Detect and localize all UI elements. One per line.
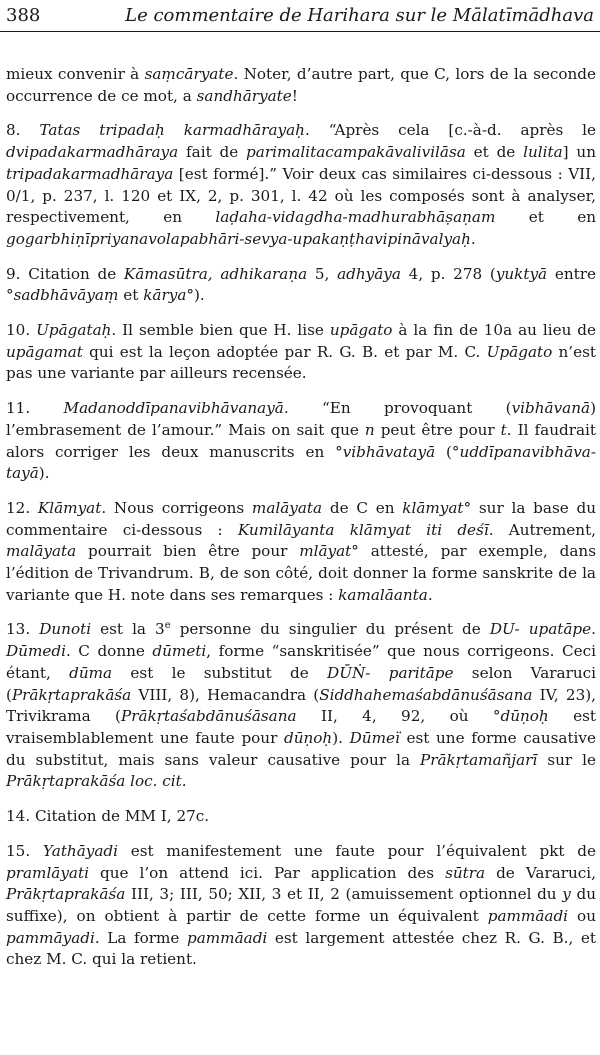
italic-term: Prākṛtaprakāśa (6, 885, 126, 904)
italic-term: Kumilāyanta klāmyat iti deśī (237, 520, 489, 539)
italic-term: DŪṄ- paritāpe (327, 663, 454, 682)
text-run: 8. (6, 121, 40, 140)
note-paragraph (6, 64, 596, 107)
text-run: (° (435, 442, 460, 461)
italic-term: Kāmasūtra, adhikaraṇa (123, 264, 308, 283)
text-run: ! (291, 86, 298, 105)
text-run: sur le (537, 750, 596, 769)
text-run: 15. (6, 841, 43, 860)
italic-term: malāyata (6, 542, 77, 561)
italic-term: Dūmedi (6, 642, 66, 661)
text-run: à la fin de 10a au lieu de (392, 321, 597, 340)
text-run: 10. (6, 321, 37, 340)
text-run: pourrait bien être pour (76, 542, 300, 561)
text-run: et de (465, 143, 524, 162)
text-run: . “Après cela [c.-à-d. après le (304, 121, 596, 140)
italic-term: dūṇoḥ (500, 707, 549, 726)
italic-term: Madanoddīpanavibhāvanayā (63, 399, 284, 418)
text-run: °). (186, 286, 205, 305)
text-run: ° sur la base du commentaire ci-dessous : (6, 498, 596, 539)
text-run: est le substitut de (112, 663, 328, 682)
text-run: e (164, 620, 171, 632)
running-title: Le commentaire de Harihara sur le Mālatīmādhava (125, 5, 594, 26)
italic-term: sūtra (445, 863, 486, 882)
italic-term: tripadakarmadhāraya (6, 164, 174, 183)
note-paragraph (6, 806, 596, 828)
text-run: peut être pour (374, 420, 501, 439)
text-run: est largement attestée chez R. G. B., et chez M. C. qui la retient. (6, 928, 596, 969)
page-number: 388 (6, 5, 41, 26)
text-run: de Vararuci, (485, 863, 596, 882)
note-paragraph (6, 619, 596, 793)
note-paragraph (6, 841, 596, 971)
text-run: ° attesté, par exemple, dans l’édition de Trivandrum. B, de son côté, doit donner la forme sanskrite de la variante que H. note dans ses remarques : (6, 542, 597, 604)
text-run: du suffixe), on obtient à partir de cette forme un équivalent (6, 885, 596, 925)
italic-term: DU- upatāpe (489, 620, 592, 639)
italic-term: Klāmyat (37, 498, 102, 517)
note-paragraph (6, 120, 596, 250)
text-run: ou (568, 906, 596, 925)
running-header (6, 4, 594, 30)
italic-term: yuktyā (495, 264, 548, 283)
text-run: est une forme causative du substitut, mais sans valeur causative pour la (6, 728, 596, 769)
text-run: et en (495, 208, 596, 227)
text-run: 9. Citation de (6, 264, 124, 283)
text-run: 11. (6, 399, 64, 418)
italic-term: Upāgato (486, 342, 553, 361)
italic-term: upāgato (329, 321, 393, 340)
text-run: ] un (562, 143, 596, 162)
italic-term: dūṇoḥ (284, 728, 333, 747)
note-paragraph (6, 498, 596, 607)
italic-term: laḍaha-vidagdha-madhurabhāṣaṇam (215, 208, 496, 227)
text-run: . Autrement, (488, 520, 596, 539)
italic-term: kārya (143, 286, 187, 305)
text-run: que l’on attend ici. Par application des (88, 863, 446, 882)
italic-term: pammāyadi (6, 928, 95, 947)
italic-term: lulita (523, 143, 563, 162)
text-run: fait de (178, 143, 247, 162)
text-run: ). (38, 464, 50, 483)
text-run: . C donne (65, 642, 153, 661)
italic-term: Tatas tripadaḥ karmadhārayaḥ (39, 121, 305, 140)
italic-term: vibhāvanā (511, 399, 591, 418)
text-run: de C en (322, 498, 403, 517)
italic-term: pramlāyati (6, 863, 89, 882)
text-run: . (181, 772, 187, 791)
italic-term: sandhāryate (196, 86, 292, 105)
text-run: entre ° (6, 264, 596, 305)
italic-term: Prākṛtaprakāśa (11, 685, 132, 704)
text-run: 5, (307, 264, 338, 283)
italic-term: dūma (69, 663, 113, 682)
italic-term: sadbhāvāyaṃ (13, 286, 119, 305)
italic-term: Yathāyadi (42, 841, 118, 860)
text-run: . (470, 229, 476, 248)
text-run: n’est pas une variante par ailleurs recensée. (6, 342, 596, 383)
page-body (6, 64, 596, 971)
italic-term: parimalitacampakāvalivilāsa (246, 143, 466, 162)
text-run: selon Vararuci ( (6, 663, 596, 704)
italic-term: y (562, 885, 571, 904)
text-run: III, 3; III, 50; XII, 3 et II, 2 (amuissement optionnel du (125, 885, 563, 904)
italic-term: upāgamat (6, 342, 83, 361)
text-run: . “En provoquant ( (283, 399, 512, 418)
text-run: [est formé].” Voir deux cas similaires ci-dessous : VII, 0/1, p. 237, l. 120 et IX, 2, p. 301, l. 42 où les composés sont à analyser, respectivement, en (6, 164, 596, 227)
text-run: . La forme (94, 928, 187, 947)
text-run: est la 3 (91, 620, 165, 639)
italic-term: kamalāanta (338, 585, 428, 604)
italic-term: malāyata (251, 498, 323, 517)
text-run: personne du singulier du présent de (170, 620, 490, 639)
text-run: . Il faudrait alors corriger les deux manuscrits en ° (6, 420, 596, 461)
italic-term: dvipadakarmadhāraya (6, 143, 179, 162)
text-run: . Il semble bien que H. lise (111, 321, 330, 340)
italic-term: vibhāvatayā (342, 442, 436, 461)
italic-term: adhyāya (337, 264, 401, 283)
italic-term: Upāgataḥ (36, 321, 112, 340)
text-run: 4, p. 278 ( (400, 264, 496, 283)
text-run: est vraisemblablement une faute pour (6, 707, 596, 747)
italic-term: saṃcāryate (144, 65, 234, 83)
text-run: IV, 23), Trivikrama ( (6, 685, 597, 726)
note-paragraph (6, 398, 596, 485)
text-run: mieux convenir à (6, 65, 145, 83)
text-run: . Nous corrigeons (101, 498, 252, 517)
note-paragraph (6, 320, 596, 385)
note-paragraph (6, 264, 596, 307)
text-run: 12. (6, 498, 38, 517)
italic-term: klāmyat (402, 498, 464, 517)
italic-term: Siddhahemaśabdānuśāsana (319, 685, 533, 704)
text-run: qui est la leçon adoptée par R. G. B. et par M. C. (82, 342, 487, 361)
text-run: . (427, 585, 433, 604)
text-run: 14. Citation de MM I, 27c. (6, 807, 210, 826)
text-run: 13. (6, 620, 40, 639)
italic-term: gogarbhiṇīpriyanavolapabhāri-sevya-upakaṇṭhavipināvalyaḥ (6, 229, 471, 248)
text-run: et (118, 286, 144, 305)
italic-term: dūmeti (152, 642, 207, 661)
text-run: ) l’embrasement de l’amour.” Mais on sait que (6, 399, 596, 439)
text-run: II, 4, 92, où ° (296, 707, 501, 726)
italic-term: n (364, 420, 375, 439)
text-run: . Noter, d’autre part, que C, lors de la seconde occurrence de ce mot, a (6, 65, 597, 105)
text-run: , forme “sanskritisée” que nous corrigeons. Ceci étant, (6, 642, 596, 682)
text-run: . (591, 620, 596, 639)
text-run: VIII, 8), Hemacandra ( (131, 685, 320, 704)
header-rule (0, 31, 600, 32)
italic-term: pammāadi (487, 906, 569, 925)
italic-term: Prākṛtaprakāśa loc. cit (6, 772, 182, 791)
italic-term: t (500, 420, 507, 439)
italic-term: Prākṛtaśabdānuśāsana (120, 707, 297, 726)
italic-term: Dunoti (39, 620, 92, 639)
italic-term: Dūmeï (349, 728, 400, 747)
italic-term: Prākṛtamañjarī (420, 750, 538, 769)
text-run: ). (332, 728, 350, 747)
text-run: est manifestement une faute pour l’équivalent pkt de (117, 841, 596, 860)
italic-term: mlāyat (299, 542, 352, 561)
italic-term: uddīpanavibhāva-tayā (6, 442, 596, 483)
italic-term: pammāadi (187, 928, 268, 947)
